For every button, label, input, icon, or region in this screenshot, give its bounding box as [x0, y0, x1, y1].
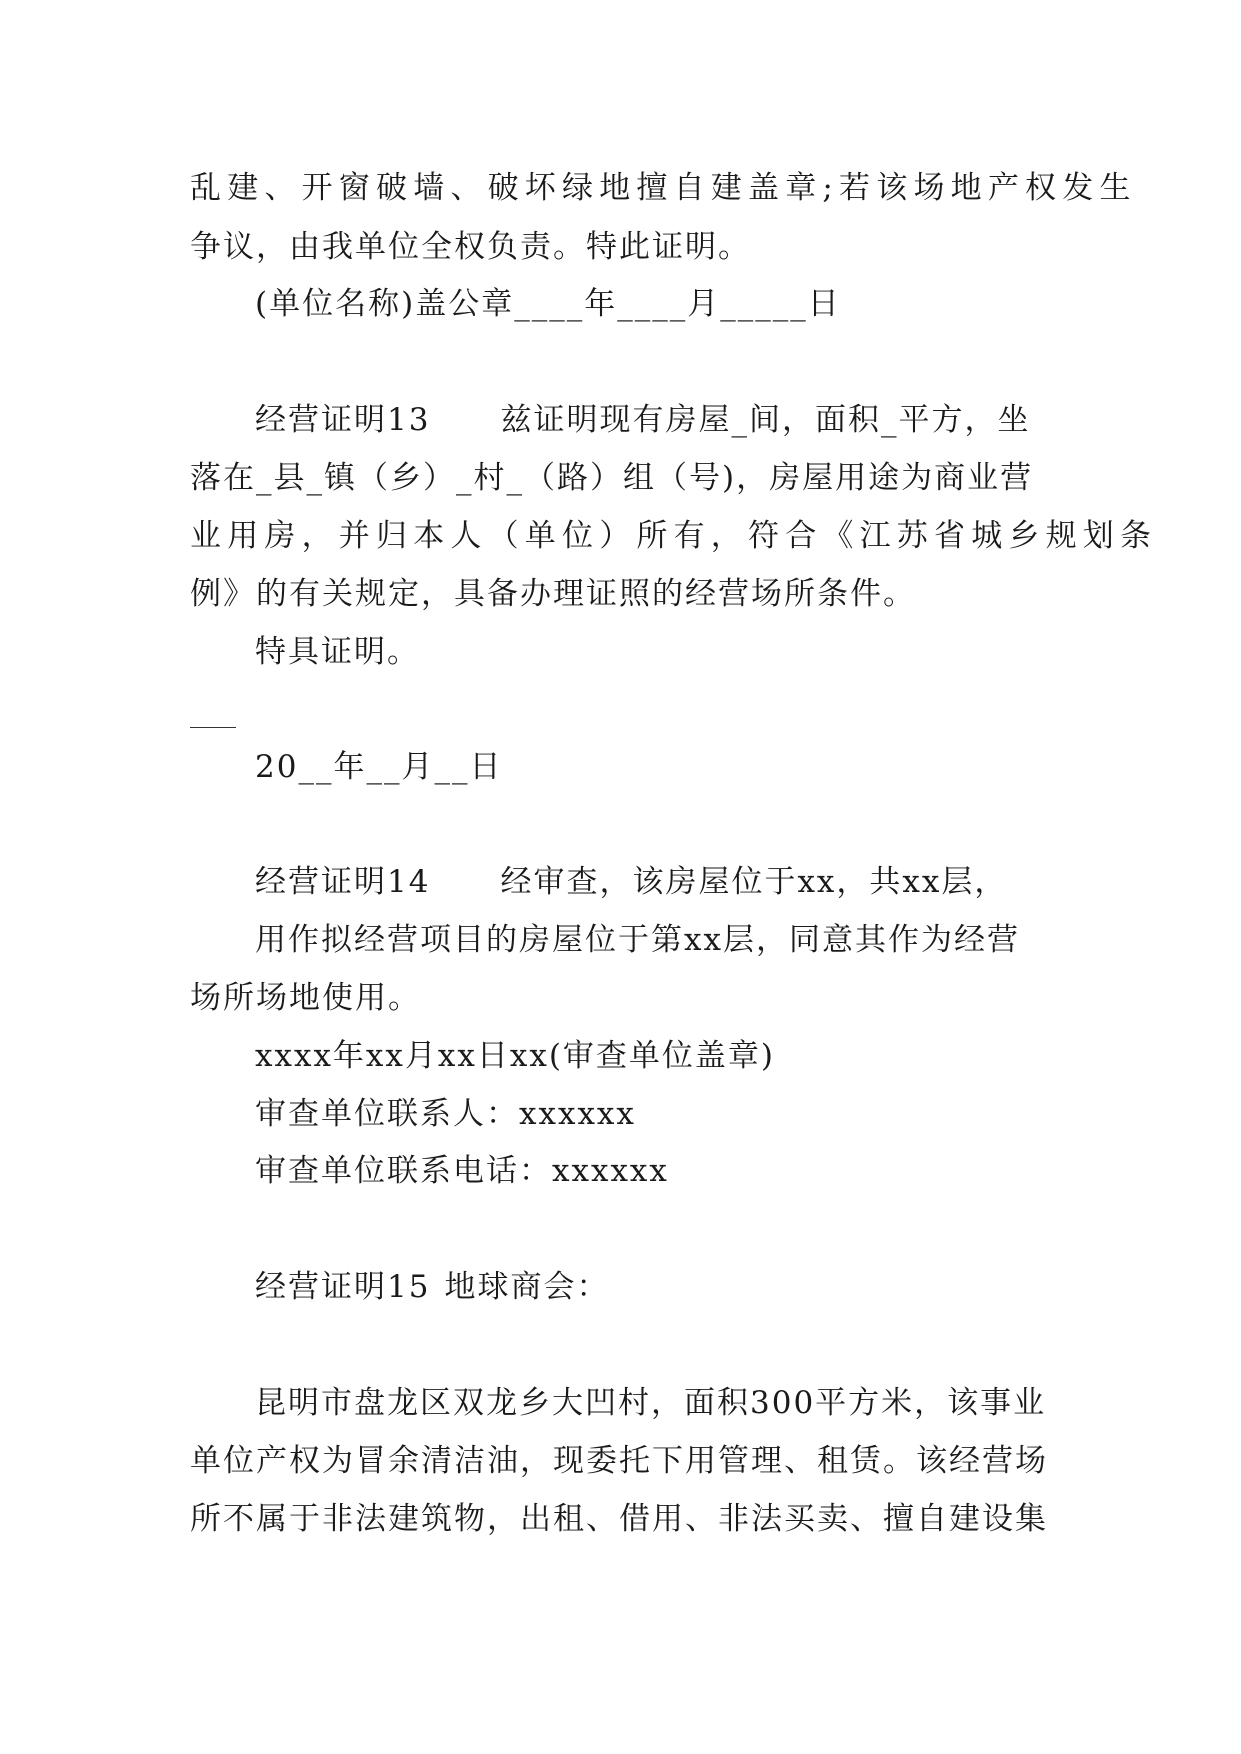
- section14-line-1: 经审查，该房屋位于xx，共xx层，: [500, 864, 1008, 900]
- section13-date: 20__年__月__日: [255, 749, 503, 785]
- section14-contact-person: 审查单位联系人：xxxxxx: [255, 1096, 636, 1132]
- section14-line-3: 场所场地使用。: [190, 980, 421, 1016]
- section15-line-3: 所不属于非法建筑物，出租、借用、非法买卖、擅自建设集: [190, 1501, 1048, 1537]
- section13-heading-line: [255, 400, 1125, 440]
- section14-date-line: xxxx年xx月xx日xx(审查单位盖章): [255, 1038, 776, 1074]
- section15-line-1: 昆明市盘龙区双龙乡大凹村，面积300平方米，该事业: [255, 1385, 1047, 1421]
- section12-line-2: 争议，由我单位全权负责。特此证明。: [190, 229, 751, 265]
- section14-contact-phone: 审查单位联系电话：xxxxxx: [255, 1153, 669, 1189]
- signature-rule: [190, 727, 236, 728]
- section15-heading-line: [255, 1267, 1125, 1307]
- section14-heading-line: [255, 862, 1125, 902]
- section12-signature: (单位名称)盖公章____年____月_____日: [255, 286, 841, 322]
- section15-addressee: 地球商会：: [444, 1269, 610, 1305]
- section13-line-2: 落在_县_镇（乡）_村_（路）组（号)，房屋用途为商业营: [190, 460, 1034, 496]
- section13-title: 经营证明13: [255, 402, 431, 438]
- section14-line-2: 用作拟经营项目的房屋位于第xx层，同意其作为经营: [255, 922, 1020, 958]
- section15-title: 经营证明15: [255, 1269, 431, 1305]
- section13-line-4: 例》的有关规定，具备办理证照的经营场所条件。: [190, 576, 916, 612]
- section13-closing: 特具证明。: [255, 634, 420, 670]
- section15-line-2: 单位产权为冒余清洁油，现委托下用管理、租赁。该经营场: [190, 1443, 1048, 1479]
- section14-title: 经营证明14: [255, 864, 431, 900]
- section12-line-1: 乱建、开窗破墙、破坏绿地擅自建盖章;若该场地产权发生: [190, 170, 1137, 206]
- section13-line-3: 业用房，并归本人（单位）所有，符合《江苏省城乡规划条: [190, 518, 1158, 554]
- section13-line-1: 兹证明现有房屋_间，面积_平方，坐: [500, 402, 1031, 438]
